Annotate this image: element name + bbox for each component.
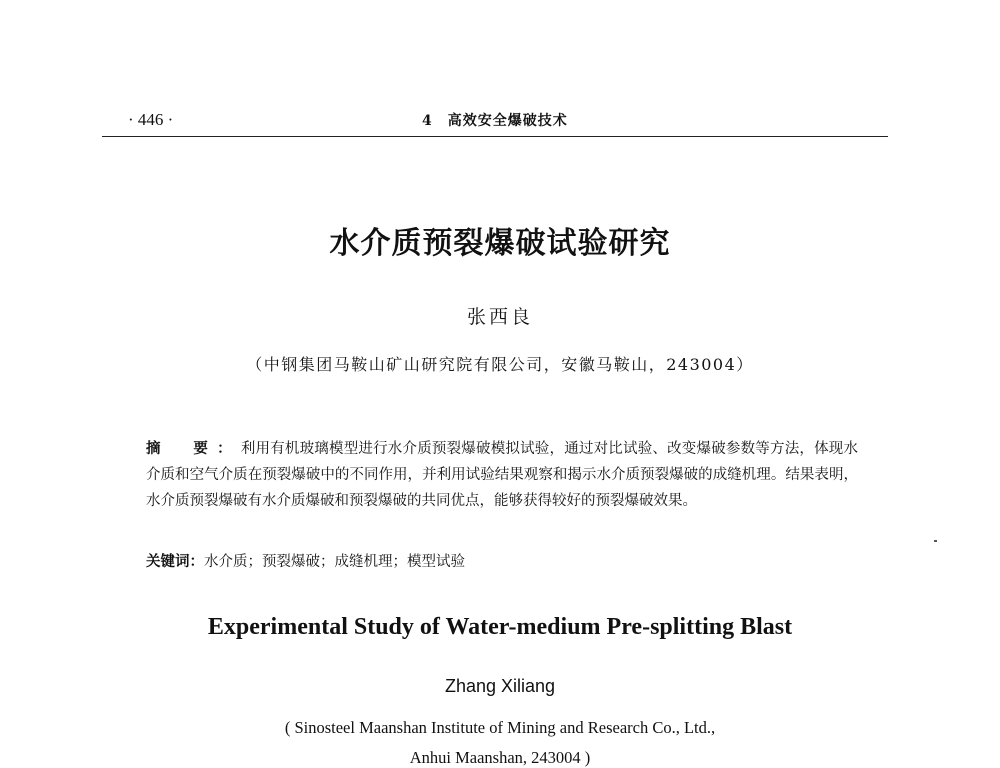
- affiliation-chinese: （中钢集团马鞍山矿山研究院有限公司，安徽马鞍山，243004）: [246, 355, 754, 374]
- author-name-english: Zhang Xiliang: [444, 676, 556, 696]
- paper-title-english: Experimental Study of Water-medium Pre-splitting Blast: [207, 614, 793, 640]
- abstract-text: 利用有机玻璃模型进行水介质预裂爆破模拟试验，通过对比试验、改变爆破参数等方法，体现水介质和空气介质在预裂爆破中的不同作用，并利用试验结果观察和揭示水介质预裂爆破的成缝机理。结果表明，水介质预裂爆破有水介质爆破和预裂爆破的共同优点，能够获得较好的预裂爆破效果。: [146, 441, 859, 509]
- running-header-section-title: 4 高效安全爆破技术: [422, 113, 568, 129]
- abstract-label: 摘 要：: [146, 440, 241, 457]
- author-name-chinese: 张西良: [466, 306, 533, 328]
- affiliation-english-line-1: ( Sinosteel Maanshan Institute of Mining and Research Co., Ltd.,: [284, 718, 716, 737]
- keywords-text: 水介质；预裂爆破；成缝机理；模型试验: [204, 554, 465, 570]
- page-number: · 446 ·: [128, 110, 174, 129]
- keywords-label: 关键词：: [146, 553, 204, 570]
- header-divider: [102, 136, 888, 137]
- keywords-line: [146, 550, 858, 571]
- affiliation-english-line-2: Anhui Maanshan, 243004 ): [409, 748, 591, 767]
- scan-speck: [934, 540, 937, 542]
- abstract-paragraph: [146, 436, 858, 514]
- paper-title-chinese: 水介质预裂爆破试验研究: [329, 226, 671, 261]
